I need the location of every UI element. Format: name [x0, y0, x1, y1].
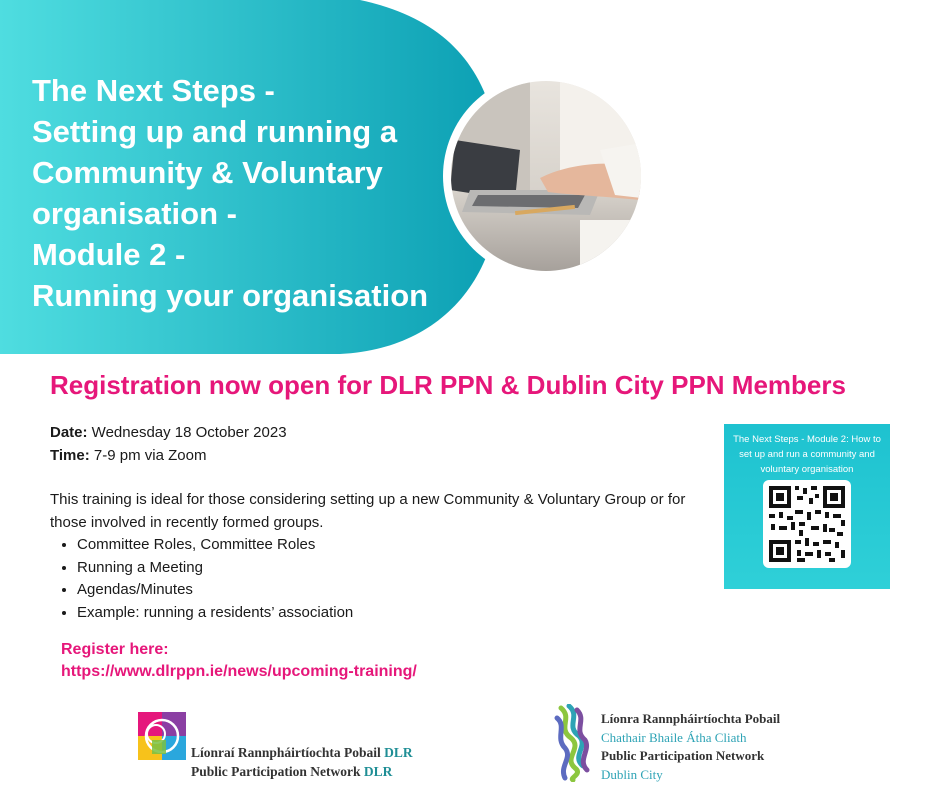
- list-item: • Agendas/Minutes: [77, 579, 690, 602]
- dlr-logo-line1: [191, 745, 413, 761]
- hero-title-line: Running your organisation: [32, 278, 429, 313]
- qr-card: [724, 424, 890, 589]
- qr-code-icon[interactable]: [763, 480, 851, 568]
- dlr-logo-line1-accent: DLR: [384, 745, 413, 760]
- hero-title-line: Community & Voluntary: [32, 155, 383, 190]
- list-item: • Committee Roles, Committee Roles: [77, 534, 690, 557]
- hero-title-line: The Next Steps -: [32, 73, 275, 108]
- time-line: [50, 445, 690, 468]
- dlr-logo-line2-text: Public Participation Network: [191, 764, 364, 779]
- dublin-city-logo-line2: Chathair Bhaile Átha Cliath: [601, 730, 747, 745]
- register-block: [61, 639, 417, 683]
- topic-list: [50, 534, 690, 624]
- qr-caption-line: voluntary organisation: [760, 464, 854, 475]
- dublin-city-logo-line4: Dublin City: [601, 767, 663, 782]
- register-link[interactable]: https://www.dlrppn.ie/news/upcoming-training/: [61, 663, 417, 680]
- qr-caption: [724, 432, 890, 477]
- date-value: Wednesday 18 October 2023: [87, 424, 287, 441]
- time-value: 7-9 pm via Zoom: [89, 446, 207, 464]
- date-label: Date:: [50, 424, 88, 441]
- list-item: • Running a Meeting: [77, 557, 690, 580]
- dublin-city-logo-line3: Public Participation Network: [601, 748, 765, 763]
- dlr-logo-line1-text: Líonraí Rannpháirtíochta Pobail: [191, 745, 385, 760]
- dlr-ppn-logo: [138, 710, 458, 785]
- date-line: [50, 422, 690, 445]
- dublin-city-logo-line1: Líonra Rannpháirtíochta Pobail: [601, 711, 781, 726]
- hero-title-line: Module 2 -: [32, 237, 186, 272]
- register-label: Register here:: [61, 641, 169, 658]
- intro-paragraph: This training is ideal for those considering setting up a new Community & Voluntary Group or for those involved in recently formed groups.: [50, 491, 686, 531]
- list-item: • Example: running a residents’ association: [77, 602, 690, 625]
- hero-title: [32, 70, 472, 316]
- qr-caption-line: set up and run a community and: [739, 449, 875, 460]
- dlr-logo-line2: [191, 764, 392, 780]
- hero-banner: [0, 0, 940, 360]
- dublin-city-ppn-logo: [553, 704, 853, 784]
- dublin-city-logo-mark-icon: [553, 704, 593, 782]
- dlr-logo-mark-icon: [138, 712, 186, 760]
- hero-title-line: organisation -: [32, 196, 237, 231]
- hero-title-line: Setting up and running a: [32, 114, 398, 149]
- registration-headline: Registration now open for DLR PPN & Dublin City PPN Members: [50, 370, 846, 400]
- dlr-logo-line2-accent: DLR: [363, 764, 393, 779]
- event-details: [50, 422, 690, 624]
- time-label: Time:: [50, 446, 90, 464]
- qr-caption-line: The Next Steps - Module 2: How to: [733, 434, 881, 445]
